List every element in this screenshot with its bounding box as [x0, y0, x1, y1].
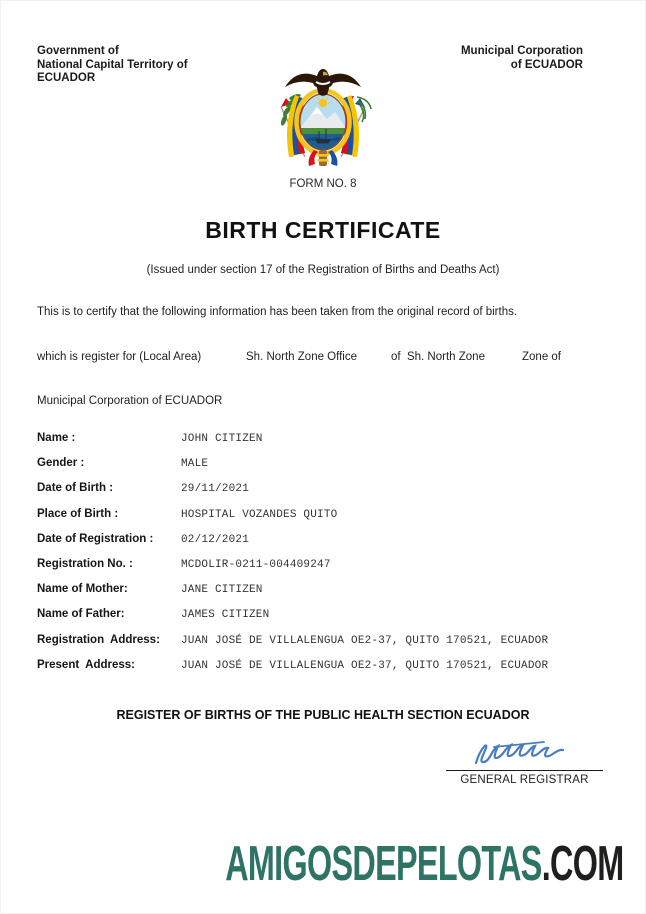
field-row-date-of-registration [37, 533, 625, 558]
watermark-brand-suffix: .COM [542, 837, 624, 891]
field-row-registration-no [37, 558, 625, 583]
field-value: JOHN CITIZEN [181, 433, 263, 445]
certificate-title: BIRTH CERTIFICATE [205, 217, 441, 243]
field-value: MALE [181, 458, 209, 471]
field-value: 02/12/2021 [181, 533, 250, 546]
field-row-father-name [37, 608, 625, 633]
field-label: Name : [37, 432, 76, 444]
watermark-brand-name: AMIGOSDEPELOTAS [225, 837, 543, 891]
certificate-subtitle: (Issued under section 17 of the Registration of Births and Deaths Act) [146, 264, 500, 276]
field-value: 29/11/2021 [181, 483, 250, 496]
zone-of-label: Zone of [522, 351, 561, 363]
field-value: MCDOLIR-0211-004409247 [181, 558, 331, 571]
registrar-signature-icon [470, 737, 580, 769]
field-row-name [37, 432, 625, 457]
header-left-line3: ECUADOR [37, 72, 96, 84]
general-registrar-label: GENERAL REGISTRAR [460, 774, 589, 786]
form-number: FORM NO. 8 [289, 178, 357, 190]
field-label: Date of Registration : [37, 532, 154, 545]
field-value: JAMES CITIZEN [181, 609, 270, 622]
field-row-date-of-birth [37, 482, 625, 507]
field-label: Name of Father: [37, 608, 125, 621]
field-row-place-of-birth [37, 508, 625, 533]
certificate-fields [37, 432, 625, 684]
field-label: Registration Address: [37, 633, 160, 646]
field-value: HOSPITAL VOZANDES QUITO [181, 508, 338, 521]
field-value: JANE CITIZEN [181, 584, 263, 597]
zone-office-value: Sh. North Zone Office [246, 351, 358, 363]
field-row-registration-address [37, 634, 625, 659]
field-row-present-address [37, 659, 625, 684]
register-line-label: which is register for (Local Area) [37, 351, 202, 363]
field-row-mother-name [37, 583, 625, 608]
zone-value: of Sh. North Zone [391, 351, 485, 363]
field-label: Gender : [37, 457, 85, 470]
watermark-brand [226, 839, 624, 889]
field-row-gender [37, 457, 625, 482]
header-left-line1: Government of [37, 45, 119, 57]
municipal-corporation-line: Municipal Corporation of ECUADOR [37, 395, 223, 407]
ecuador-coat-of-arms-icon [261, 65, 385, 171]
field-label: Name of Mother: [37, 583, 128, 596]
field-value: JUAN JOSÉ DE VILLALENGUA OE2-37, QUITO 170521, ECUADOR [181, 634, 549, 647]
field-label: Present Address: [37, 658, 135, 671]
header-left-line2: National Capital Territory of [37, 58, 188, 71]
issuing-authority-right [461, 45, 583, 72]
certify-statement: This is to certify that the following information has been taken from the original record of births. [37, 306, 518, 318]
field-value: JUAN JOSÉ DE VILLALENGUA OE2-37, QUITO 170521, ECUADOR [181, 659, 549, 672]
header-right-line1: Municipal Corporation [460, 45, 583, 57]
field-label: Date of Birth : [37, 482, 114, 495]
field-label: Registration No. : [37, 557, 133, 570]
header-right-line2: of ECUADOR [510, 58, 583, 71]
issuing-authority-left [37, 45, 188, 86]
field-label: Place of Birth : [37, 507, 119, 520]
signature-block [446, 737, 603, 786]
register-of-births-heading: REGISTER OF BIRTHS OF THE PUBLIC HEALTH SECTION ECUADOR [116, 708, 530, 722]
